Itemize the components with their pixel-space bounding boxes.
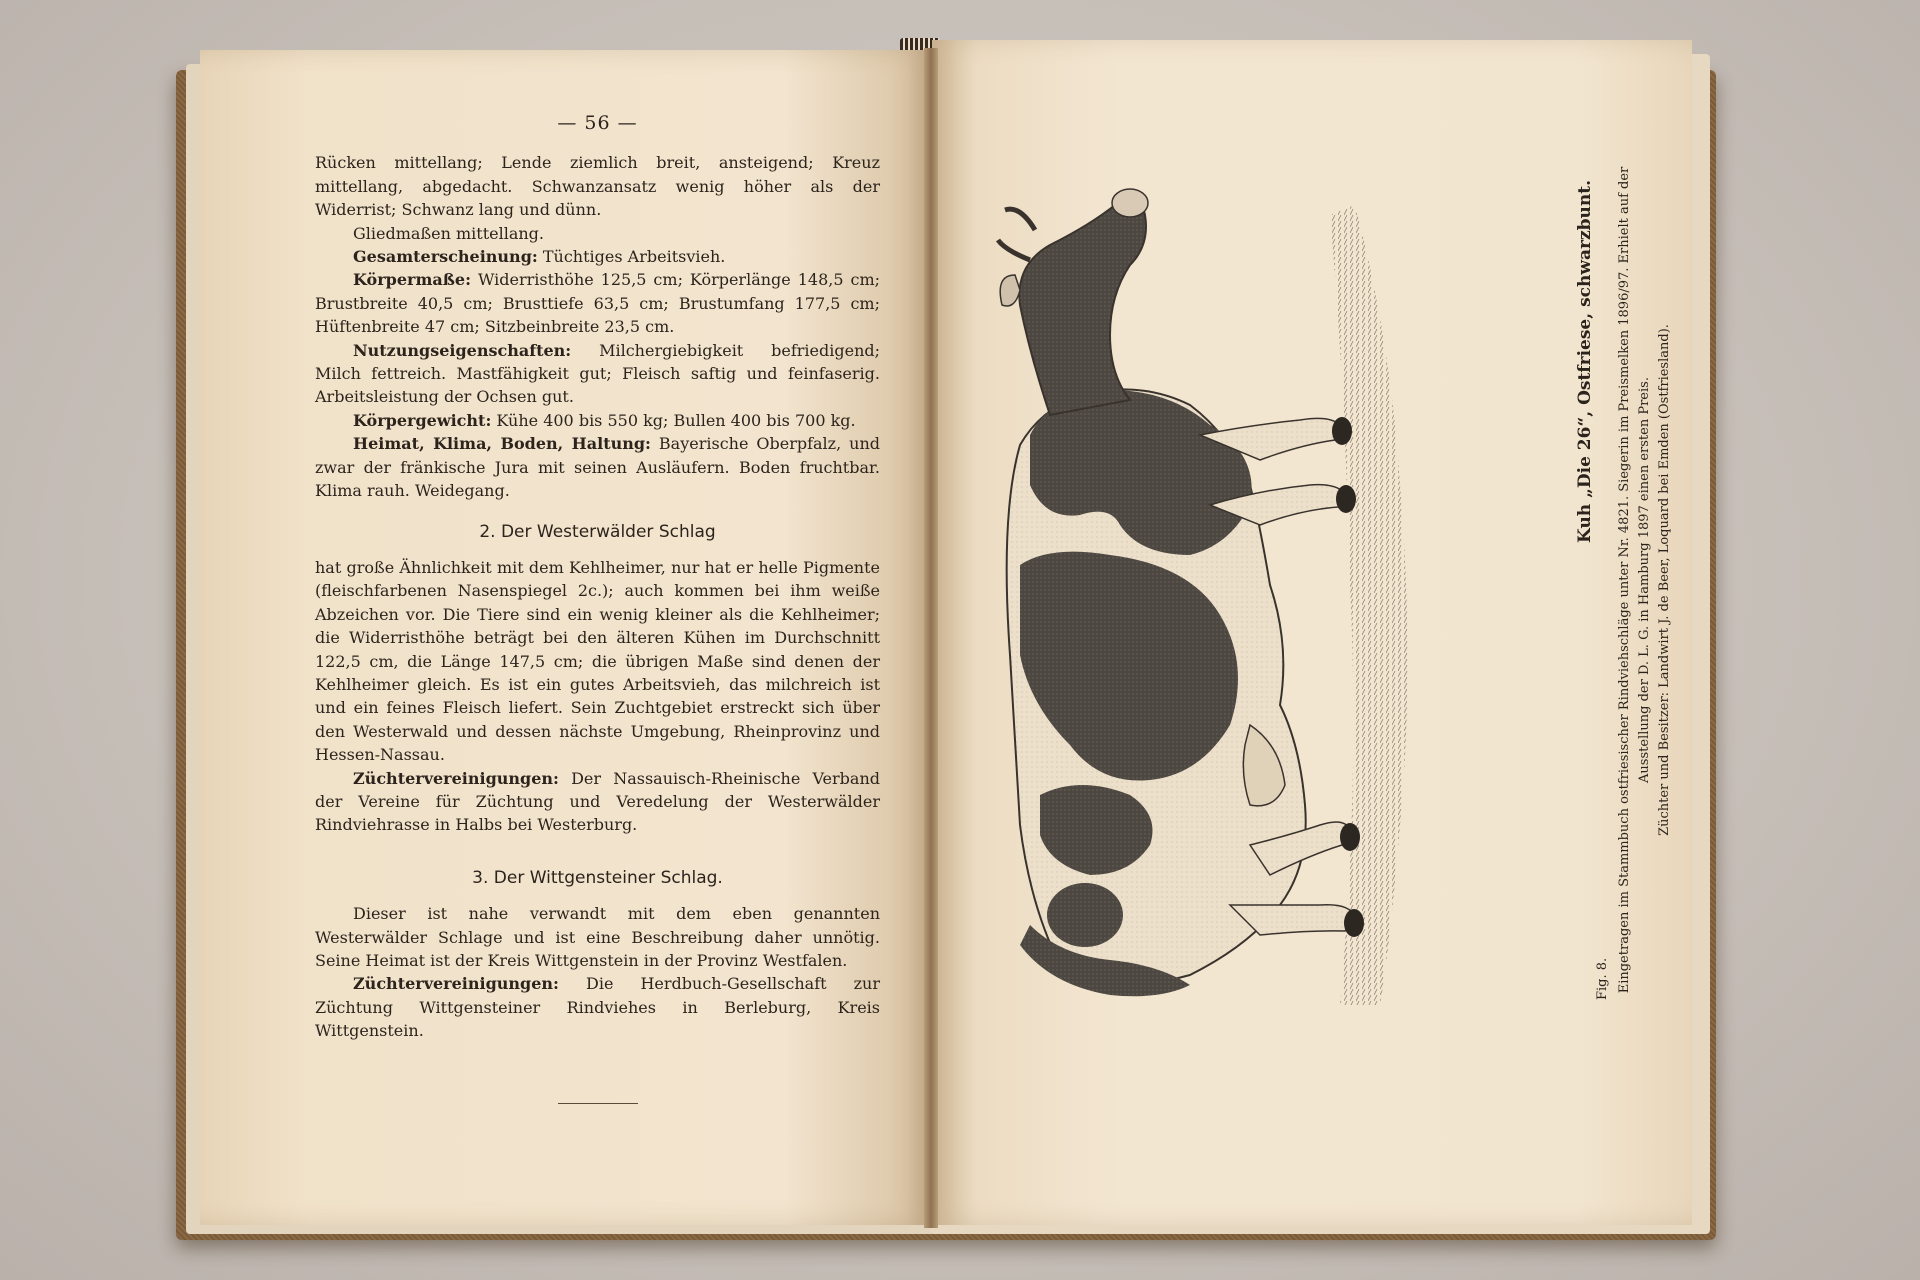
text-body-weight: Kühe 400 bis 550 kg; Bullen 400 bis 700 kg. [491,410,856,430]
label-body-measurements: Körpermaße: [353,270,471,290]
cow-muzzle [1112,189,1148,217]
text-usage: Milchergiebigkeit befriedigend; Milch fettreich. Mastfähigkeit gut; Fleisch saftig und feinfaserig. Arbeitsleistung der Ochsen gut. [315,340,880,407]
caption-line-3: Züchter und Besitzer: Landwirt J. de Beer, Loquard bei Emden (Ostfriesland). [1657,324,1672,836]
cow-hoof-3 [1340,823,1360,851]
paragraph-wittgenstein-breeders [315,972,880,1042]
section-heading-westerwald: 2. Der Westerwälder Schlag [479,521,716,542]
cow-horn-upper [1005,209,1035,230]
text-overall-appearance: Tüchtiges Arbeitsvieh. [537,247,726,267]
book-gutter [924,48,938,1228]
text-homeland: Bayerische Oberpfalz, und zwar der fränkische Jura mit seinen Ausläufern. Boden fruchtbar. Klima rauh. Weidegang. [315,434,880,501]
label-homeland: Heimat, Klima, Boden, Haltung: [353,434,651,454]
label-body-weight: Körpergewicht: [353,410,492,430]
left-page-text [315,112,880,1104]
label-westerwald-breeders: Züchtervereinigungen: [353,768,559,788]
end-rule [558,1103,638,1104]
paragraph-westerwald-breeders [315,767,880,837]
section-heading-wittgenstein: 3. Der Wittgensteiner Schlag. [472,867,723,888]
cow-horn-lower [998,240,1030,260]
text-body-measurements: Widerristhöhe 125,5 cm; Körperlänge 148,5 cm; Brustbreite 40,5 cm; Brusttiefe 63,5 cm; Brustumfang 177,5 cm; Hüftenbreite 47 cm; Sitzbeinbreite 23,5 cm. [315,270,880,337]
paragraph-wittgenstein: Dieser ist nahe verwandt mit dem eben genannten Westerwälder Schlage und ist eine Beschreibung daher unnötig. Seine Heimat ist der Kreis Wittgenstein in der Provinz Westfalen. [315,904,880,970]
label-usage: Nutzungseigenschaften: [353,340,572,360]
caption-line-2: Ausstellung der D. L. G. in Hamburg 1897 einen ersten Preis. [1637,377,1652,783]
cow-head [1019,199,1146,415]
cow-hoof-1 [1332,417,1352,445]
paragraph-body-weight [315,409,880,432]
figure-caption [1505,160,1745,1000]
text-westerwald-breeders: Der Nassauisch-Rheinische Verband der Vereine für Züchtung und Veredelung der Westerwälder Rindviehrasse in Halbs bei Westerburg. [315,768,880,835]
figure-label: Fig. 8. [1595,957,1610,1000]
paragraph-limbs: Gliedmaßen mittellang. [353,223,545,243]
caption-line-1: Eingetragen im Stammbuch ostfriesischer Rindviehschläge unter Nr. 4821. Siegerin im Preismelken 1896/97. Erhielt auf der [1617,166,1632,994]
grass-ground [1330,205,1408,1005]
label-wittgenstein-breeders: Züchtervereinigungen: [353,974,559,994]
label-overall-appearance: Gesamterscheinung: [353,247,538,267]
paragraph-homeland [315,432,880,502]
paragraph-back-description: Rücken mittellang; Lende ziemlich breit, ansteigend; Kreuz mittellang, abgedacht. Schwanzansatz wenig höher als der Widerrist; Schwanz lang und dünn. [315,153,880,220]
caption-rotated [1575,160,1675,1000]
paragraph-overall-appearance [315,245,880,268]
cow-ear [1000,275,1020,306]
caption-title: Kuh „Die 26“, Ostfriese, schwarzbunt. [1575,180,1595,543]
paragraph-westerwald: hat große Ähnlichkeit mit dem Kehlheimer, nur hat er helle Pigmente (fleischfarbenen Nasenspiegel 2c.); auch kommen bei ihm weiße Abzeichen vor. Die Tiere sind ein wenig kleiner als die Kehlheimer; die Widerristhöhe beträgt bei den älteren Kühen im Durchschnitt 122,5 cm, die Länge 147,5 cm; die übrigen Maße sind denen der Kehlheimer gleich. Es ist ein gutes Arbeitsvieh, das milchreich ist und ein feines Fleisch liefert. Sein Zuchtgebiet erstreckt sich über den Westerwald und dessen nächste Umgebung, Rheinprovinz und Hessen-Nassau. [315,557,880,765]
page-number: — 56 — [557,112,638,134]
cow-hoof-2 [1336,485,1356,513]
paragraph-usage [315,339,880,409]
cow-illustration [960,185,1480,1015]
cow-patch-hip [1047,883,1123,947]
paragraph-body-measurements [315,268,880,338]
text-wittgenstein-breeders: Die Herdbuch-Gesellschaft zur Züchtung Wittgensteiner Rindviehes in Berleburg, Kreis Wittgenstein. [315,974,880,1041]
cow-hoof-4 [1344,909,1364,937]
